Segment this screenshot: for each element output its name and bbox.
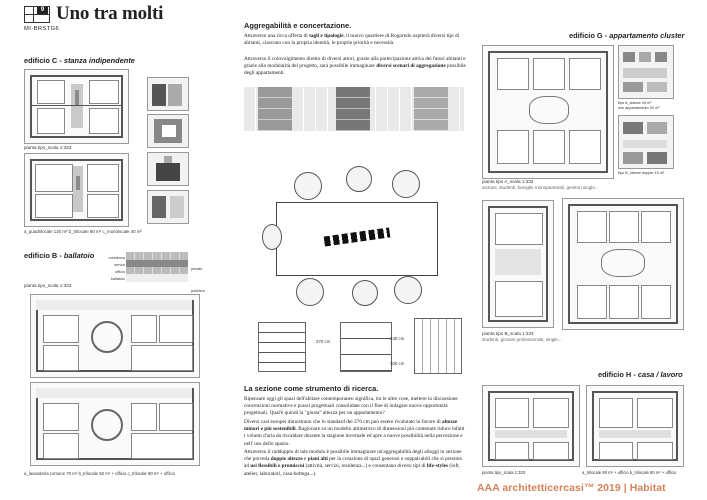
building-g-plan-b-caption: pianta tipo B_scala 1:333 <box>482 331 534 336</box>
dimension-240: 240 cm <box>390 336 405 341</box>
building-c-heading: edificio C - stanza indipendente <box>24 56 135 65</box>
logo-mark <box>24 6 50 23</box>
building-b-floor-plan <box>30 294 200 378</box>
section-heading: La sezione come strumento di ricerca. <box>244 384 379 393</box>
legend-ballatoio: ballatoio <box>110 277 125 281</box>
building-c-diagram-4 <box>147 190 189 224</box>
building-g-diagram-b <box>618 115 674 169</box>
section-elevation-left <box>258 322 306 372</box>
building-h-plan-caption: pianta tipo_scala 1:333 <box>482 470 526 475</box>
building-c-diagram-2 <box>147 114 189 148</box>
building-c-diagram-3 <box>147 152 189 186</box>
building-h-floor-plan <box>482 385 580 467</box>
section-paragraph-1: Ripensare oggi gli spazi dell'abitare contemporaneo significa, tra le altre cose, mettere in discussione convenzioni normative e prassi progettuali consolidate con il fine di indagare nuove opportunità progettuali. Qual'è quindi la "giusta" altezza per un appartamento? <box>244 396 458 417</box>
building-b-heading: edificio B - ballatoio <box>24 251 95 260</box>
dimension-270: 270 cm <box>316 339 331 344</box>
building-g-plan-b-small <box>482 200 554 328</box>
header-badge: 9 <box>37 7 48 14</box>
section-paragraph-2: Diversi casi europei dimostrano che lo standard dei 270 cm può essere rivalutato in favore di altezze minori e più sostenibili. Ragionare su un modello altimetrico di dimensioni più contenute riduce infatti i volumi d'aria da riscaldare durante la stagione invernale ed apre a nuove possibilità nella percezione e nell' uso dello spazio. <box>244 419 465 447</box>
building-g-plan-a-caption: pianta tipo A_scala 1:333 <box>482 179 534 184</box>
intro-heading: Aggregabilità e concertazione. <box>244 21 352 30</box>
building-g-note-a2: min appartamento 30 m² <box>618 106 660 110</box>
section-paragraph-3: Attraverso il raddoppio di tale modulo è possibile immaginare un'aggregabilità degli alloggi in sezione che preveda doppie altezze e piani alti per la creazione di spazi generosi e soppalcabili che si prestino ad usi flessibili e promiscui (attività, servizi, residenza...) e consentano diversi tipi di life-styles (loft, atelier, laboratori, casa-bottega...). <box>244 449 463 477</box>
page-title: Uno tra molti <box>56 3 164 24</box>
section-elevation-middle <box>340 322 392 372</box>
building-c-units-caption: a_quadrilocale 120 m² b_trilocale 80 m² c_monolocale 40 m² <box>24 229 142 234</box>
building-c-diagram-1 <box>147 77 189 111</box>
building-c-floor-plan <box>24 69 129 144</box>
building-h-units-caption: a_trilocale 90 m² + ufficio b_trilocale 90 m² + ufficio <box>582 470 677 475</box>
intro-paragraph-2: Attraverso il coinvolgimento diretto di diversi attori, grazie alla partecipazione attiva dei futuri abitanti e grazie alla modularità del progetto, sarà possibile immaginare diversi scenari di aggregazione possibile degli appartamenti. <box>244 56 466 77</box>
building-g-plan-a <box>482 45 614 179</box>
legend-ufficio: ufficio <box>115 270 125 274</box>
building-b-units-caption: a_lavanderia comune 70 m² b_trilocale 50 m² + ufficio c_trilocale 90 m² + ufficio <box>24 471 176 476</box>
building-b-plan-caption: pianta tipo_scala 1:333 <box>24 283 72 288</box>
legend-servizi: servizi <box>114 263 125 267</box>
workshop-table-illustration <box>266 160 446 310</box>
building-h-heading: edificio H - casa / lavoro <box>598 370 683 379</box>
building-b-unit-plans <box>30 382 200 466</box>
building-c-unit-plans <box>24 153 129 227</box>
intro-paragraph-1: Attraverso una ricca offerta di tagli e tipologie, il nuovo quartiere di Rogoredo ospiterà diversi tipi di abitanti, ciascuno con la propria identità, le proprie priorità e necessità. <box>244 33 460 47</box>
dimension-300: 300 cm <box>390 361 405 366</box>
legend-pubblico: pubblico <box>191 289 206 293</box>
building-g-diagram-a <box>618 45 674 99</box>
building-g-note-a1: tipo A_stanze 15 m² <box>618 101 652 105</box>
building-c-plan-caption: pianta tipo_scala 1:333 <box>24 145 72 150</box>
building-b-section-diagram <box>126 252 188 282</box>
footer-credit: AAA architetticercasi™ 2019 | Habitat <box>477 483 666 494</box>
building-b-legend-list <box>105 255 125 283</box>
building-g-plan-b <box>562 198 684 330</box>
building-g-plan-b-users: studenti, giovani professionisti, single... <box>482 337 562 342</box>
legend-privato: privato <box>191 267 203 271</box>
building-h-unit-plans <box>586 385 684 467</box>
building-g-plan-a-users: anziani, studenti, famiglie monoparentali, genitori single... <box>482 185 599 190</box>
section-elevation-right <box>414 318 462 374</box>
building-g-heading: edificio G - appartamento cluster <box>569 31 685 40</box>
building-g-note-b: tipo B_stanze doppie 15 m² <box>618 171 665 175</box>
aggregation-module-diagram <box>244 87 464 131</box>
project-code: MI-BRSTG6 <box>24 26 60 32</box>
legend-residenza: residenza <box>108 256 125 260</box>
